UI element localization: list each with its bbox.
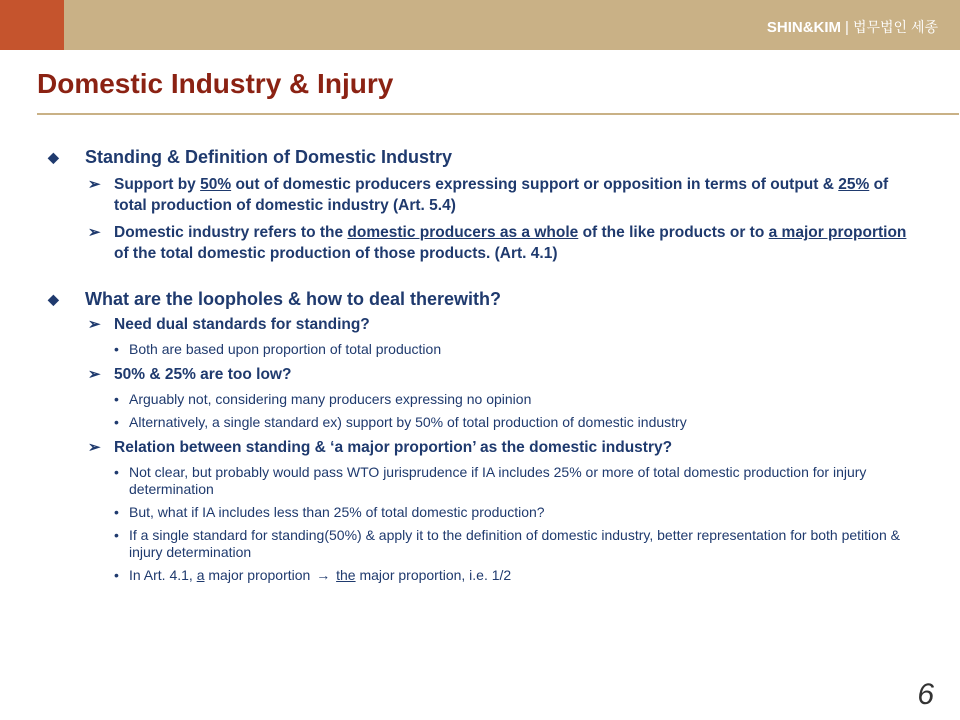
section-heading-text: Standing & Definition of Domestic Industry bbox=[85, 147, 453, 167]
sub-list-item-text: Both are based upon proportion of total production bbox=[129, 341, 442, 357]
slide-title: Domestic Industry & Injury bbox=[37, 68, 394, 99]
brand-logo bbox=[767, 17, 938, 37]
dot-bullet-icon: • bbox=[114, 527, 119, 543]
title-divider bbox=[37, 113, 959, 115]
text-run: of total production of domestic industry (Art. 5.4) bbox=[114, 176, 889, 214]
sub-list-item bbox=[114, 391, 908, 408]
dot-bullet-icon: • bbox=[114, 464, 119, 480]
text-run: out of domestic producers expressing support or opposition in terms of output & bbox=[231, 176, 839, 193]
text-run: Domestic industry refers to the bbox=[114, 224, 348, 241]
sub-list-item bbox=[114, 504, 908, 521]
sub-list-item bbox=[114, 414, 908, 431]
sub-list-item-text: Alternatively, a single standard ex) support by 50% of total production of domestic industry bbox=[129, 414, 687, 430]
dot-bullet-icon: • bbox=[114, 391, 119, 407]
sub-list-item-text: If a single standard for standing(50%) & apply it to the definition of domestic industry, better representation for both petition & injury determination bbox=[129, 527, 900, 560]
dot-bullet-icon: • bbox=[114, 504, 119, 520]
list-item-text bbox=[114, 174, 908, 216]
section-heading-text: What are the loopholes & how to deal therewith? bbox=[85, 289, 502, 309]
banner-accent-block bbox=[0, 0, 64, 50]
sub-list-item bbox=[114, 527, 908, 561]
sub-list-item bbox=[114, 567, 908, 584]
text-run: of the like products or to bbox=[578, 224, 769, 241]
dot-bullet-icon: • bbox=[114, 414, 119, 430]
arrow-bullet-icon: ➢ bbox=[88, 224, 101, 241]
text-run: of the total domestic production of those products. (Art. 4.1) bbox=[114, 245, 558, 262]
sub-list-item bbox=[114, 341, 908, 358]
brand-name-kr: 법무법인 세종 bbox=[852, 19, 938, 35]
dot-bullet-icon: • bbox=[114, 341, 119, 357]
slide-content bbox=[48, 146, 908, 584]
list-item bbox=[88, 222, 908, 264]
list-item bbox=[88, 314, 908, 335]
arrow-bullet-icon: ➢ bbox=[88, 366, 101, 383]
underlined-text: a major proportion bbox=[768, 224, 907, 241]
list-item-text bbox=[114, 222, 908, 264]
list-item-text: 50% & 25% are too low? bbox=[114, 366, 292, 383]
section-heading bbox=[48, 146, 908, 168]
sub-list-item-text: But, what if IA includes less than 25% of total domestic production? bbox=[129, 504, 545, 520]
diamond-bullet-icon: ◆ bbox=[48, 149, 59, 165]
sub-list-item-text: Arguably not, considering many producers expressing no opinion bbox=[129, 391, 532, 407]
text-run: Support by bbox=[114, 176, 201, 193]
page-number: 6 bbox=[917, 678, 934, 711]
underlined-text: 50% bbox=[200, 176, 232, 193]
brand-name-en: SHIN&KIM bbox=[766, 19, 842, 36]
underlined-text: 25% bbox=[838, 176, 870, 193]
sub-list-item bbox=[114, 464, 908, 498]
text-run: In Art. 4.1, bbox=[129, 567, 197, 583]
underlined-text: domestic producers as a whole bbox=[347, 224, 579, 241]
underlined-text: the bbox=[336, 567, 356, 583]
brand-separator: | bbox=[845, 19, 849, 36]
text-run: major proportion bbox=[204, 567, 315, 583]
text-run: major proportion, i.e. 1/2 bbox=[355, 567, 512, 583]
list-item bbox=[88, 437, 908, 458]
arrow-bullet-icon: ➢ bbox=[88, 439, 101, 456]
list-item-text: Need dual standards for standing? bbox=[114, 316, 370, 333]
sub-list-item-text: Not clear, but probably would pass WTO jurisprudence if IA includes 25% or more of total domestic production for injury determination bbox=[129, 464, 867, 497]
arrow-bullet-icon: ➢ bbox=[88, 176, 101, 193]
top-banner bbox=[0, 0, 960, 50]
list-item bbox=[88, 364, 908, 385]
list-item-text: Relation between standing & ‘a major proportion’ as the domestic industry? bbox=[114, 439, 673, 456]
dot-bullet-icon: • bbox=[114, 567, 119, 583]
arrow-bullet-icon: ➢ bbox=[88, 316, 101, 333]
sub-list-item-text bbox=[129, 567, 511, 584]
right-arrow-icon: → bbox=[316, 567, 331, 583]
diamond-bullet-icon: ◆ bbox=[48, 291, 59, 307]
section-heading bbox=[48, 288, 908, 310]
list-item bbox=[88, 174, 908, 216]
underlined-text: a bbox=[196, 567, 205, 583]
